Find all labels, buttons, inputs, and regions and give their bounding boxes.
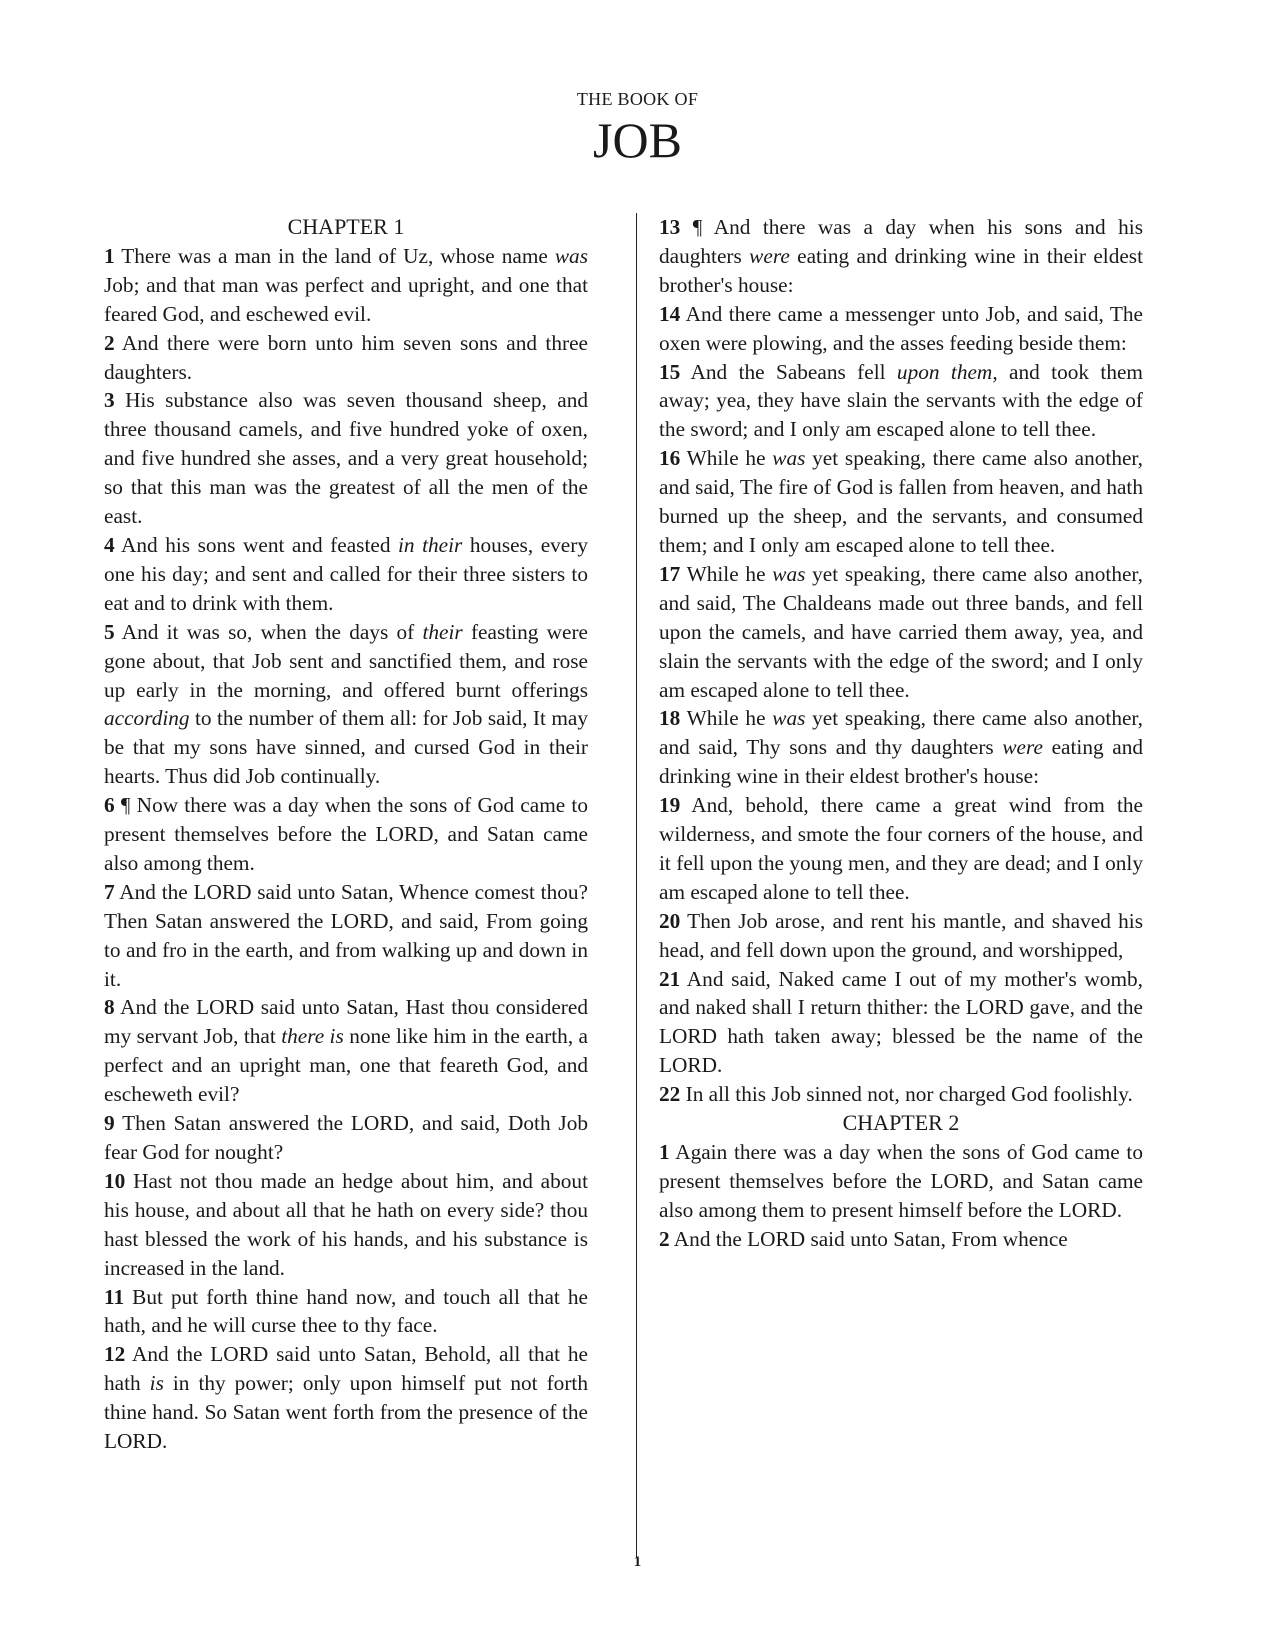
book-label: THE BOOK OF — [576, 89, 699, 109]
verse — [659, 1138, 1143, 1225]
verse — [104, 878, 588, 994]
verse-text: And the LORD said unto Satan, Behold, all that he hath — [104, 1342, 588, 1396]
verse-text: ¶ And there was a day when his sons and his daughters — [659, 215, 1143, 268]
verse — [659, 791, 1143, 907]
verse-text: And the LORD said unto Satan, Whence comest thou? Then Satan answered the LORD, and said, From going to and fro in the earth, and from walking up and down in it. — [104, 879, 588, 991]
verse-number: 1 — [104, 243, 115, 268]
verse-number: 21 — [659, 966, 681, 991]
verse-text: yet speaking, there came also another, and said, Thy sons and thy daughters — [659, 706, 1143, 760]
verse-text: ¶ Now there was a day when the sons of God came to present themselves before the LORD, and Satan came also among them. — [104, 793, 588, 875]
verse — [104, 1283, 588, 1341]
verse-text: While he — [680, 706, 773, 731]
verse-text: eating and drinking wine in their eldest brother's house: — [659, 735, 1143, 789]
verse-number: 7 — [104, 879, 115, 904]
verse-italic-text: upon them — [896, 359, 993, 384]
verse-text: yet speaking, there came also another, and said, The fire of God is fallen from heaven, and hath burned up the sheep, and the servants, and consumed them; and I only am escaped alone to tell thee. — [659, 446, 1143, 557]
verse-number: 19 — [659, 793, 681, 818]
verse-number: 18 — [659, 706, 681, 731]
verse — [659, 560, 1143, 705]
verse-number: 1 — [659, 1140, 670, 1164]
verse-number: 22 — [659, 1082, 681, 1107]
verse-number: 8 — [104, 995, 115, 1020]
verse — [104, 531, 588, 618]
verse-italic-text: were — [1002, 735, 1043, 760]
verse-text: There was a man in the land of Uz, whose name — [114, 243, 555, 268]
verse — [104, 242, 588, 329]
verse-italic-text: was — [772, 561, 806, 586]
verse-text: And his sons went and feasted — [114, 532, 399, 557]
book-title — [0, 88, 1275, 168]
verse — [659, 1225, 1143, 1254]
verse-number: 6 — [104, 793, 115, 818]
verse — [104, 993, 588, 1109]
book-name: JOB — [593, 112, 682, 168]
verse-number: 9 — [104, 1111, 115, 1136]
verse-text: feasting were gone about, that Job sent and sanctified them, and rose up early in the morning, and offered burnt offerings — [104, 619, 588, 702]
verse-italic-text: in their — [398, 532, 463, 557]
verse-text: eating and drinking wine in their eldest brother's house: — [659, 243, 1143, 297]
verse-number: 2 — [659, 1226, 670, 1251]
verse-number: 15 — [659, 359, 681, 384]
verse-italic-text: there is — [281, 1024, 344, 1049]
verse-number: 2 — [104, 330, 115, 355]
verse-number: 17 — [659, 561, 681, 586]
verse-text: Again there was a day when the sons of God came to present themselves before the LORD, and Satan came also among them to present himself before the LORD. — [659, 1140, 1143, 1222]
verse-number: 10 — [104, 1168, 126, 1193]
verse-text: in thy power; only upon himself put not forth thine hand. So Satan went forth from the presence of the LORD. — [104, 1371, 588, 1454]
verse-text: Then Job arose, and rent his mantle, and shaved his head, and fell down upon the ground, and worshipped, — [659, 908, 1143, 962]
verse-text: , and took them away; yea, they have slain the servants with the edge of the sword; and I only am escaped alone to tell thee. — [659, 359, 1143, 442]
verse — [104, 329, 588, 387]
verse-text: houses, every one his day; and sent and called for their three sisters to eat and to drink with them. — [104, 532, 588, 615]
verse-text: His substance also was seven thousand sheep, and three thousand camels, and five hundred yoke of oxen, and five hundred she asses, and a very great household; so that this man was the greatest of all the men of the east. — [104, 388, 588, 529]
left-column — [104, 213, 588, 1456]
verse-number: 3 — [104, 388, 115, 413]
verse-italic-text: according — [104, 706, 190, 731]
verse — [659, 704, 1143, 791]
verse-text: Hast not thou made an hedge about him, and about his house, and about all that he hath on every side? thou hast blessed the work of his hands, and his substance is increased in the land. — [104, 1168, 588, 1280]
verse-text: While he — [680, 446, 773, 471]
verse-text: And there came a messenger unto Job, and said, The oxen were plowing, and the asses feeding beside them: — [659, 301, 1143, 355]
page-number: 1 — [633, 1554, 642, 1570]
verse-number: 20 — [659, 908, 681, 933]
verse-text: to the number of them all: for Job said, It may be that my sons have sinned, and cursed God in their hearts. Thus did Job continually. — [104, 706, 588, 789]
verse — [104, 386, 588, 531]
verse-italic-text: is — [149, 1371, 164, 1396]
right-column — [659, 213, 1143, 1254]
verse-italic-text: was — [772, 446, 806, 471]
verse-italic-text: were — [749, 243, 790, 268]
verse-text: Then Satan answered the LORD, and said, Doth Job fear God for nought? — [104, 1111, 588, 1164]
verse-text: none like him in the earth, a perfect and an upright man, one that feareth God, and escheweth evil? — [104, 1024, 589, 1107]
verse — [659, 213, 1143, 300]
chapter-heading: CHAPTER 2 — [842, 1110, 960, 1136]
verse — [104, 618, 588, 791]
verse — [659, 358, 1143, 445]
verse — [104, 791, 588, 878]
verse-number: 4 — [104, 532, 115, 557]
verse-number: 5 — [104, 619, 115, 644]
verse — [104, 1109, 588, 1167]
verse-number: 12 — [104, 1342, 126, 1367]
verse — [659, 965, 1143, 1081]
verse-text: And said, Naked came I out of my mother's womb, and naked shall I return thither: the LORD gave, and the LORD hath taken away; blessed be the name of the LORD. — [659, 966, 1143, 1078]
chapter-heading: CHAPTER 1 — [287, 214, 405, 239]
verse-text: In all this Job sinned not, nor charged God foolishly. — [680, 1082, 1133, 1107]
verse — [104, 1340, 588, 1456]
verse-text: Job; and that man was perfect and upright, and one that feared God, and eschewed evil. — [104, 272, 588, 326]
verse-text: While he — [680, 561, 773, 586]
verse-italic-text: was — [554, 243, 588, 268]
verse-text: And the LORD said unto Satan, From whence — [669, 1226, 1068, 1251]
verse-text: yet speaking, there came also another, and said, The Chaldeans made out three bands, and fell upon the camels, and have carried them away, yea, and slain the servants with the edge of the sword; and I only am escaped alone to tell thee. — [659, 561, 1143, 702]
verse-number: 14 — [659, 301, 681, 326]
verse-italic-text: their — [422, 619, 463, 644]
verse — [104, 1167, 588, 1283]
verse-text: And it was so, when the days of — [114, 619, 423, 644]
verse-text: And the LORD said unto Satan, Hast thou considered my servant Job, that — [104, 995, 588, 1049]
verse-text: And there were born unto him seven sons and three daughters. — [104, 330, 588, 384]
column-divider — [636, 213, 637, 1558]
verse — [659, 300, 1143, 358]
verse-number: 16 — [659, 446, 681, 471]
verse — [659, 444, 1143, 560]
verse-text: And, behold, there came a great wind from the wilderness, and smote the four corners of the house, and it fell upon the young men, and they are dead; and I only am escaped alone to tell thee. — [659, 793, 1143, 904]
verse — [659, 1080, 1143, 1109]
verse-text: But put forth thine hand now, and touch all that he hath, and he will curse thee to thy face. — [104, 1284, 588, 1338]
verse-italic-text: was — [772, 706, 806, 731]
verse-text: And the Sabeans fell — [680, 359, 897, 384]
verse-number: 11 — [104, 1284, 125, 1309]
verse-number: 13 — [659, 215, 681, 239]
verse — [659, 907, 1143, 965]
